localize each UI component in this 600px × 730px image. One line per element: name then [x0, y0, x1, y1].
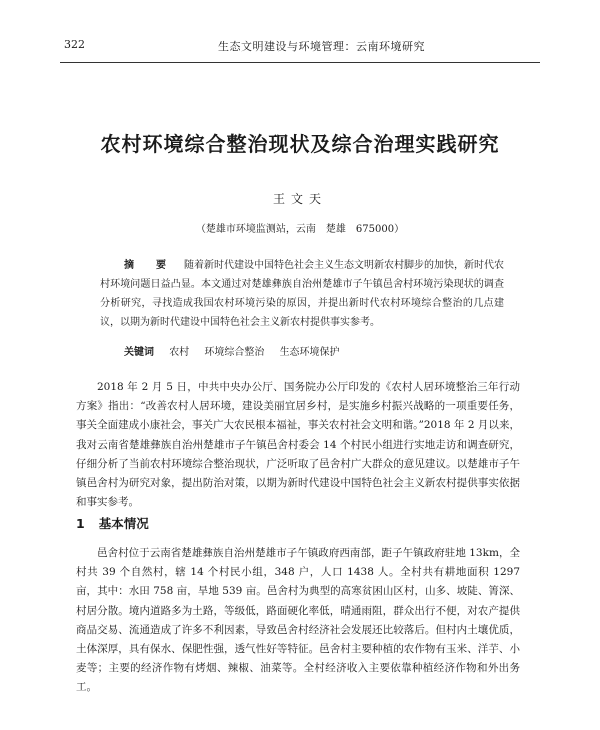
section-paragraph: 邑舍村位于云南省楚雄彝族自治州楚雄市子午镇政府西南部，距子午镇政府驻地 13km，全村共 39 个自然村，辖 14 个村民小组，348 户，人口 1438 人。全村共有耕地面积 1297 亩，其中：水田 758 亩，旱地 539 亩。邑舍村为典型的高寒贫困山区村，山多、坡陡、箐深、村居分散。境内道路多为土路，等级低，路面硬化率低，晴通雨阻，群众出行不便，对农产提供商品交易、流通造成了许多不利因素，导致邑舍村经济社会发展还比较落后。但村内土壤优质，土体深厚，具有保水、保肥性强，透气性好等特征。邑舍村主要种植的农作物有玉米、洋芋、小麦等；主要的经济作物有烤烟、辣椒、油菜等。全村经济收入主要依靠种植经济作物和外出务工。 [76, 547, 520, 694]
abstract [100, 256, 504, 332]
keywords-label: 关键词 [124, 347, 154, 358]
paper-title: 农村环境综合整治现状及综合治理实践研究 [100, 132, 500, 156]
header-rule [60, 62, 540, 63]
keywords [124, 343, 504, 362]
section-heading [76, 514, 520, 532]
abstract-text: 随着新时代建设中国特色社会主义生态文明新农村脚步的加快，新时代农村环境问题日益凸显。本文通过对楚雄彝族自治州楚雄市子午镇邑舍村环境污染现状的调查分析研究，寻找造成我国农村环境污染的原因，并提出新时代农村环境综合整治的几点建议，以期为新时代建设中国特色社会主义新农村提供事实参考。 [100, 260, 504, 328]
section-title: 基本情况 [98, 516, 149, 531]
running-header-title: 生态文明建设与环境管理：云南环境研究 [218, 40, 425, 53]
author: 王文天 [272, 192, 327, 206]
keyword: 环境综合整治 [204, 347, 265, 358]
keyword: 农村 [169, 347, 190, 358]
intro-paragraph: 2018 年 2 月 5 日，中共中央办公厅、国务院办公厅印发的《农村人居环境整治三年行动方案》指出：“改善农村人居环境，建设美丽宜居乡村，是实施乡村振兴战略的一项重要任务，事关全面建成小康社会，事关广大农民根本福祉，事关农村社会文明和谐。”2018 年 2 月以来，我对云南省楚雄彝族自治州楚雄市子午镇邑舍村委会 14 个村民小组进行实地走访和调查研究，仔细分析了当前农村环境综合整治现状，广泛听取了邑舍村广大群众的意见建议。以楚雄市子午镇邑舍村为研究对象，提出防治对策，以期为新时代建设中国特色社会主义新农村提供事实依据和事实参考。 [76, 381, 520, 509]
page-number: 322 [64, 38, 85, 51]
abstract-label: 摘 要 [124, 260, 172, 271]
affiliation: （楚雄市环境监测站，云南 楚雄 675000） [195, 224, 405, 235]
keyword: 生态环境保护 [279, 347, 340, 358]
section-number: 1 [76, 516, 85, 531]
running-header [64, 38, 536, 54]
